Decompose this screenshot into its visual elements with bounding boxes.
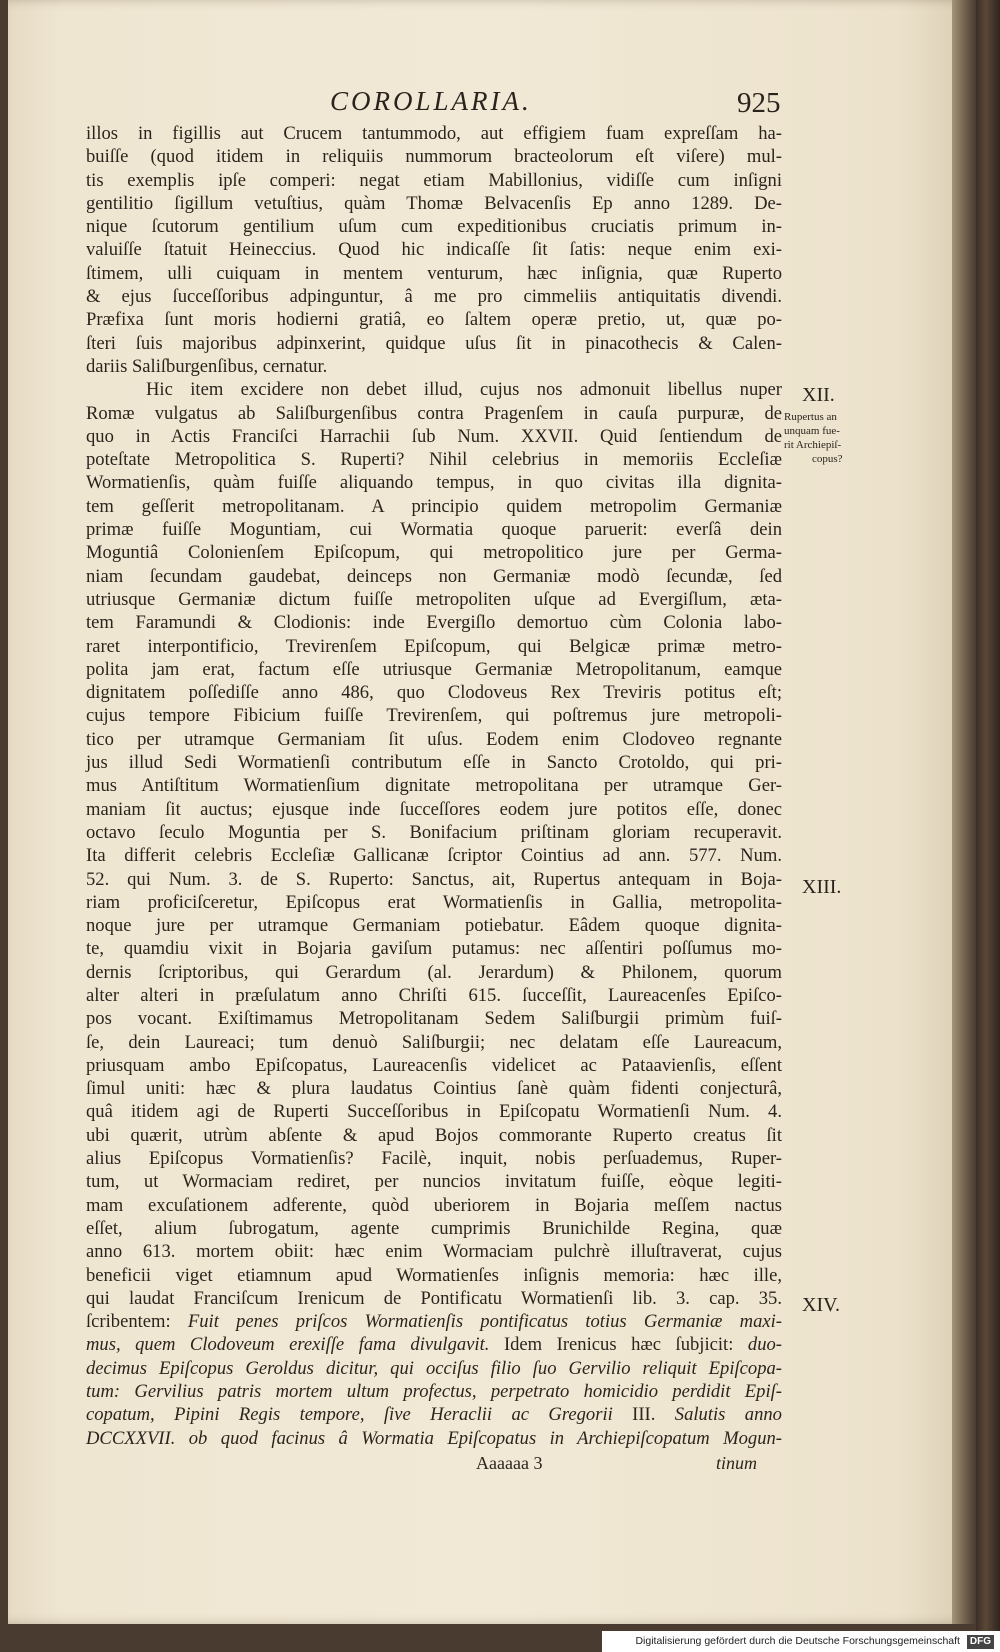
italic-text-run: tum: Gervilius patris mortem ultum profectus, perpetrato homicidio perdidit Epiſ- [86, 1381, 782, 1403]
text-line [86, 541, 782, 564]
text-line [86, 751, 782, 774]
text-run: mus Antiſtitum Wormatienſium dignitate metropolitana per utramque Ger- [86, 775, 782, 797]
text-run: pos vocant. Exiſtimamus Metropolitanam Sedem Saliſburgii primùm fuiſ- [86, 1008, 782, 1030]
text-line [86, 868, 782, 891]
italic-text-run: Fuit penes priſcos Wormatienſis pontificatus totius Germaniæ maxi- [187, 1311, 782, 1333]
text-run: nique ſcutorum gentilium uſum cum expeditionibus cruciatis primum in- [86, 216, 782, 238]
text-line [86, 1124, 782, 1147]
text-run: quo in Actis Franciſci Harrachii ſub Num. XXVII. Quid ſentiendum de [86, 425, 782, 447]
text-line [86, 937, 782, 960]
book-edge [976, 0, 1000, 1652]
text-run: III. [612, 1404, 675, 1426]
text-run: polita jam erat, factum eſſe utriusque Germaniæ Metropolitanum, eamque [86, 658, 782, 680]
text-line [86, 1310, 782, 1333]
italic-text-run: decimus Epiſcopus Geroldus dicitur, qui occiſus filio ſuo Gervilio reliquit Epiſcopa- [86, 1357, 782, 1379]
text-run: tem geſſerit metropolitanam. A principio quidem metropolim Germaniæ [86, 495, 782, 517]
text-run: Præfixa ſunt moris hodierni gratiâ, eo ſaltem operæ pretio, ut, quæ po- [86, 309, 782, 331]
text-run: qui laudat Franciſcum Irenicum de Pontificatu Wormatienſi lib. 3. cap. 35. [86, 1287, 782, 1309]
text-line [86, 1147, 782, 1170]
text-run: jus illud Sedi Wormatienſi contributum eſſe in Sancto Crotoldo, qui pri- [86, 752, 782, 774]
digitization-credit-bar [602, 1631, 1000, 1652]
text-line [86, 495, 782, 518]
text-line [86, 332, 782, 355]
text-line [86, 914, 782, 937]
text-run: dignitatem poſſediſſe anno 486, quo Clodoveus Rex Treviris potitus eſt; [86, 682, 782, 704]
text-line [86, 588, 782, 611]
text-line [86, 774, 782, 797]
margin-numeral-xii: XII. [802, 384, 835, 406]
page-number: 925 [737, 87, 781, 119]
text-line [86, 1217, 782, 1240]
text-run: utriusque Germaniæ dictum fuiſſe metropoliten uſque ad Evergiſlum, æta- [86, 588, 782, 610]
text-run: noque jure per utramque Germaniam potiebatur. Eâdem quoque dignita- [86, 915, 782, 937]
text-line [86, 1264, 782, 1287]
text-run: Wormatienſis, quàm fuiſſe aliquando tempus, in quo civitas illa dignita- [86, 472, 782, 494]
text-line [86, 1333, 782, 1356]
text-line [86, 1100, 782, 1123]
text-run: ſe, dein Laureaci; tum denuò Saliſburgii; nec delatam eſſe Laureacum, [86, 1031, 782, 1053]
text-run: ſcribentem: [86, 1311, 188, 1333]
text-line [86, 238, 782, 261]
italic-text-run: copatum, Pipini Regis tempore, ſive Heraclii ac Gregorii [86, 1404, 613, 1426]
text-line [86, 844, 782, 867]
text-line [86, 122, 782, 145]
text-run: Romæ vulgatus ab Saliſburgenſibus contra Pragenſem in cauſa purpuræ, de [86, 402, 782, 424]
text-run: Ita differit celebris Eccleſiæ Gallicanæ ſcriptor Cointius ad ann. 577. Num. [86, 845, 782, 867]
text-run: maniam ſit auctus; ejusque inde ſucceſſores eodem jure potitos eſſe, donec [86, 798, 782, 820]
text-run: tum, ut Wormaciam rediret, per nuncios invitatum fuiſſe, eòque legiti- [86, 1171, 782, 1193]
text-line [86, 169, 782, 192]
text-line [86, 1031, 782, 1054]
text-line [86, 798, 782, 821]
text-run: tem Faramundi & Clodionis: inde Evergiſlo demortuo cùm Colonia labo- [86, 612, 782, 634]
text-run: raret interpontificio, Trevirenſem Epiſcopum, qui Belgicæ primæ metro- [86, 635, 782, 657]
text-line [86, 1427, 782, 1450]
italic-text-run: DCCXXVII. ob quod facinus â Wormatia Epiſcopatus in Archiepiſcopatum Mogun- [86, 1427, 782, 1449]
text-run: te, quamdiu vixit in Bojaria gaviſum putamus: nec aſſentiri poſſumus mo- [86, 938, 782, 960]
text-line [86, 1240, 782, 1263]
text-run: dernis ſcriptoribus, qui Gerardum (al. Jerardum) & Philonem, quorum [86, 961, 782, 983]
text-run: tico per utramque Germaniam ſit uſus. Eodem enim Clodoveo regnante [86, 728, 782, 750]
text-run: quâ itidem agi de Ruperti Succeſſoribus in Epiſcopatu Wormatienſi Num. 4. [86, 1101, 782, 1123]
text-run: Hic item excidere non debet illud, cujus nos admonuit libellus nuper [146, 379, 782, 401]
text-line [86, 565, 782, 588]
text-run: ſimul uniti: hæc & plura laudatus Cointius ſanè quàm fidenti conjecturâ, [86, 1078, 782, 1100]
text-line [86, 635, 782, 658]
text-run: alter alteri in præſulatum anno Chriſti 615. ſucceſſit, Laureacenſes Epiſco- [86, 984, 782, 1006]
text-run: poteſtate Metropolitica S. Ruperti? Nihil celebrius in memoriis Eccleſiæ [86, 449, 782, 471]
text-run: valuiſſe ſtatuit Heineccius. Quod hic indicaſſe ſit ſatis: neque enim exi- [86, 239, 782, 261]
text-run: & ejus ſucceſſoribus adpinguntur, â me pro cimmeliis antiquitatis divendi. [86, 286, 782, 308]
text-run: cujus tempore Fibicium fuiſſe Trevirenſem, qui poſtremus jure metropoli- [86, 705, 782, 727]
margin-note-line: copus? [812, 453, 843, 465]
text-line [86, 518, 782, 541]
text-run: 52. qui Num. 3. de S. Ruperto: Sanctus, ait, Rupertus antequam in Boja- [86, 868, 782, 890]
italic-text-run: duo- [747, 1334, 782, 1356]
italic-text-run: Salutis anno [674, 1404, 782, 1426]
text-line [86, 308, 782, 331]
text-run: ſtimem, ulli cuiquam in mentem venturum, hæc inſignia, quæ Ruperto [86, 262, 782, 284]
page-gutter-shadow [952, 0, 976, 1624]
text-run: riam proficiſceretur, Epiſcopus erat Wormatienſis in Gallia, metropolita- [86, 891, 782, 913]
dfg-logo-icon: DFG [967, 1635, 994, 1649]
text-line [86, 448, 782, 471]
text-line [86, 378, 782, 401]
text-line [86, 355, 782, 378]
text-line [86, 1054, 782, 1077]
text-run: octavo ſeculo Moguntia per S. Bonifacium priſtinam gloriam recuperavit. [86, 821, 782, 843]
signature-mark: Aaaaaa 3 [476, 1453, 543, 1473]
text-line [86, 402, 782, 425]
text-run: gentilitio ſigillum vetuſtius, quàm Thomæ Belvacenſis Ep anno 1289. De- [86, 192, 782, 214]
text-run: ſteri ſuis majoribus adpinxerint, quidque uſus ſit in pinacothecis & Calen- [86, 332, 782, 354]
text-run: alius Epiſcopus Vormatienſis? Facilè, inquit, nobis perſuademus, Ruper- [86, 1148, 782, 1170]
text-run: Idem Irenicus hæc ſubjicit: [489, 1334, 748, 1356]
margin-note-line: Rupertus an [784, 411, 837, 423]
text-line [86, 145, 782, 168]
text-line [86, 1357, 782, 1380]
text-line [86, 262, 782, 285]
text-run: ubi quærit, utrùm abſente & apud Bojos commorante Ruperto creatus ſit [86, 1124, 782, 1146]
text-run: primæ fuiſſe Moguntiam, cui Wormatia quoque paruerit: everſâ dein [86, 519, 782, 541]
margin-note-line: rit Archiepiſ- [784, 439, 842, 451]
text-line [86, 1403, 782, 1426]
text-line [86, 728, 782, 751]
text-line [86, 1287, 782, 1310]
text-line [86, 1077, 782, 1100]
margin-note-line: unquam fue- [784, 425, 840, 437]
text-line [86, 1007, 782, 1030]
main-text-block [86, 122, 782, 1450]
text-run: mam excuſationem adferente, quòd uberiorem in Bojaria meſſem nactus [86, 1194, 782, 1216]
text-run: beneficii viget etiamnum apud Wormatienſes inſignis memoria: hæc ille, [86, 1264, 782, 1286]
text-line [86, 611, 782, 634]
text-line [86, 1194, 782, 1217]
margin-note [784, 410, 874, 466]
text-line [86, 961, 782, 984]
text-line [86, 891, 782, 914]
text-line [86, 192, 782, 215]
text-run: illos in figillis aut Crucem tantummodo, aut effigiem fuam expreſſam ha- [86, 123, 782, 144]
text-run: priusquam ambo Epiſcopatus, Laureacenſis videlicet ac Pataavienſis, eſſent [86, 1054, 782, 1076]
text-run: tis exemplis ipſe comperi: negat etiam Mabillonius, vidiſſe cum inſigni [86, 169, 782, 191]
text-line [86, 425, 782, 448]
italic-text-run: mus, quem Clodoveum erexiſſe fama divulgavit. [86, 1334, 490, 1356]
text-run: buiſſe (quod itidem in reliquiis nummorum bracteolorum eſt viſere) mul- [86, 146, 782, 168]
margin-numeral-xiv: XIV. [802, 1294, 840, 1316]
catchword: tinum [716, 1453, 758, 1473]
text-run: Moguntiâ Colonienſem Epiſcopum, qui metropolitico jure per Germa- [86, 542, 782, 564]
text-run: dariis Saliſburgenſibus, cernatur. [86, 355, 328, 377]
text-line [86, 658, 782, 681]
text-line [86, 984, 782, 1007]
text-run: niam ſecundam gaudebat, deinceps non Germaniæ modò ſecundæ, ſed [86, 565, 782, 587]
running-title: COROLLARIA. [330, 86, 532, 116]
text-line [86, 704, 782, 727]
text-line [86, 1380, 782, 1403]
text-line [86, 821, 782, 844]
text-line [86, 215, 782, 238]
text-line [86, 285, 782, 308]
text-run: anno 613. mortem obiit: hæc enim Wormaciam pulchrè illuſtraverat, cujus [86, 1241, 782, 1263]
margin-numeral-xiii: XIII. [802, 876, 842, 898]
text-line [86, 471, 782, 494]
text-run: eſſet, alium ſubrogatum, agente cumprimis Brunichilde Regina, quæ [86, 1217, 782, 1239]
digitization-credit-text: Digitalisierung gefördert durch die Deutsche Forschungsgemeinschaft [635, 1635, 960, 1647]
text-line [86, 1170, 782, 1193]
text-line [86, 681, 782, 704]
